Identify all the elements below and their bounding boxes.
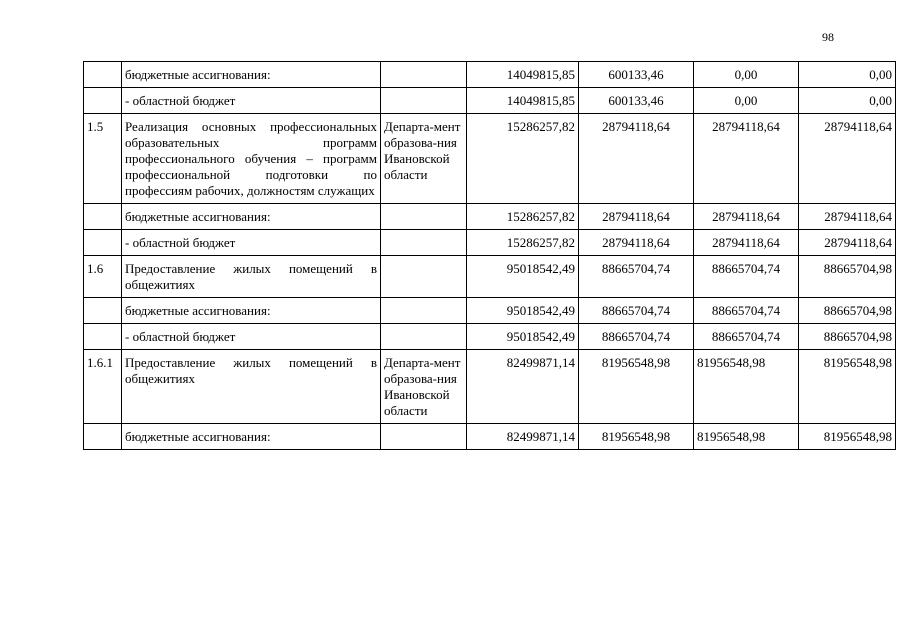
table-row	[84, 350, 896, 424]
row-value-4: 81956548,98	[799, 424, 896, 450]
row-value-1: 15286257,82	[467, 114, 579, 204]
row-value-1: 15286257,82	[467, 204, 579, 230]
row-value-3: 81956548,98	[694, 350, 799, 424]
row-number: 1.6	[84, 256, 122, 298]
row-name: Предоставление жилых помещений в общежитиях	[122, 256, 381, 298]
row-value-1: 95018542,49	[467, 298, 579, 324]
row-name: - областной бюджет	[122, 324, 381, 350]
row-number	[84, 230, 122, 256]
row-value-2: 28794118,64	[579, 204, 694, 230]
table-row	[84, 230, 896, 256]
budget-table	[83, 61, 896, 450]
row-value-3: 28794118,64	[694, 204, 799, 230]
row-name: бюджетные ассигнования:	[122, 298, 381, 324]
row-value-3: 0,00	[694, 88, 799, 114]
table-row	[84, 324, 896, 350]
row-value-4: 0,00	[799, 62, 896, 88]
row-value-2: 28794118,64	[579, 114, 694, 204]
row-organization: Департа-мент образова-ния Ивановской области	[381, 114, 467, 204]
row-value-1: 14049815,85	[467, 62, 579, 88]
row-value-3: 28794118,64	[694, 230, 799, 256]
table-row	[84, 204, 896, 230]
row-value-2: 81956548,98	[579, 350, 694, 424]
row-value-3: 0,00	[694, 62, 799, 88]
row-value-2: 88665704,74	[579, 298, 694, 324]
row-organization	[381, 298, 467, 324]
row-organization	[381, 88, 467, 114]
row-value-2: 88665704,74	[579, 324, 694, 350]
row-organization	[381, 256, 467, 298]
table-row	[84, 256, 896, 298]
row-value-1: 82499871,14	[467, 350, 579, 424]
row-value-1: 14049815,85	[467, 88, 579, 114]
row-organization	[381, 230, 467, 256]
row-name: - областной бюджет	[122, 88, 381, 114]
row-name: - областной бюджет	[122, 230, 381, 256]
row-value-3: 88665704,74	[694, 298, 799, 324]
row-value-3: 81956548,98	[694, 424, 799, 450]
row-value-2: 81956548,98	[579, 424, 694, 450]
row-value-2: 600133,46	[579, 88, 694, 114]
row-value-2: 28794118,64	[579, 230, 694, 256]
row-number	[84, 204, 122, 230]
row-number	[84, 424, 122, 450]
row-value-4: 81956548,98	[799, 350, 896, 424]
row-name: бюджетные ассигнования:	[122, 424, 381, 450]
page-number: 98	[822, 30, 834, 44]
row-value-3: 88665704,74	[694, 256, 799, 298]
table-row	[84, 88, 896, 114]
table-row	[84, 424, 896, 450]
row-number	[84, 62, 122, 88]
row-number: 1.5	[84, 114, 122, 204]
row-name: бюджетные ассигнования:	[122, 204, 381, 230]
row-organization	[381, 324, 467, 350]
row-organization	[381, 62, 467, 88]
row-organization	[381, 424, 467, 450]
row-value-1: 15286257,82	[467, 230, 579, 256]
row-value-4: 88665704,98	[799, 256, 896, 298]
row-value-3: 88665704,74	[694, 324, 799, 350]
table-row	[84, 298, 896, 324]
row-value-1: 82499871,14	[467, 424, 579, 450]
row-value-2: 600133,46	[579, 62, 694, 88]
row-value-2: 88665704,74	[579, 256, 694, 298]
row-value-1: 95018542,49	[467, 324, 579, 350]
row-number: 1.6.1	[84, 350, 122, 424]
row-value-4: 88665704,98	[799, 298, 896, 324]
row-value-4: 28794118,64	[799, 114, 896, 204]
row-organization	[381, 204, 467, 230]
row-number	[84, 324, 122, 350]
row-value-3: 28794118,64	[694, 114, 799, 204]
row-name: бюджетные ассигнования:	[122, 62, 381, 88]
row-number	[84, 298, 122, 324]
row-value-4: 88665704,98	[799, 324, 896, 350]
table-row	[84, 62, 896, 88]
row-value-4: 0,00	[799, 88, 896, 114]
row-value-1: 95018542,49	[467, 256, 579, 298]
row-value-4: 28794118,64	[799, 230, 896, 256]
table-row	[84, 114, 896, 204]
row-organization: Департа-мент образова-ния Ивановской области	[381, 350, 467, 424]
row-value-4: 28794118,64	[799, 204, 896, 230]
row-name: Предоставление жилых помещений в общежитиях	[122, 350, 381, 424]
row-name: Реализация основных профессиональных образовательных программ профессионального обучения – программ профессиональной подготовки по профессиям рабочих, должностям служащих	[122, 114, 381, 204]
row-number	[84, 88, 122, 114]
